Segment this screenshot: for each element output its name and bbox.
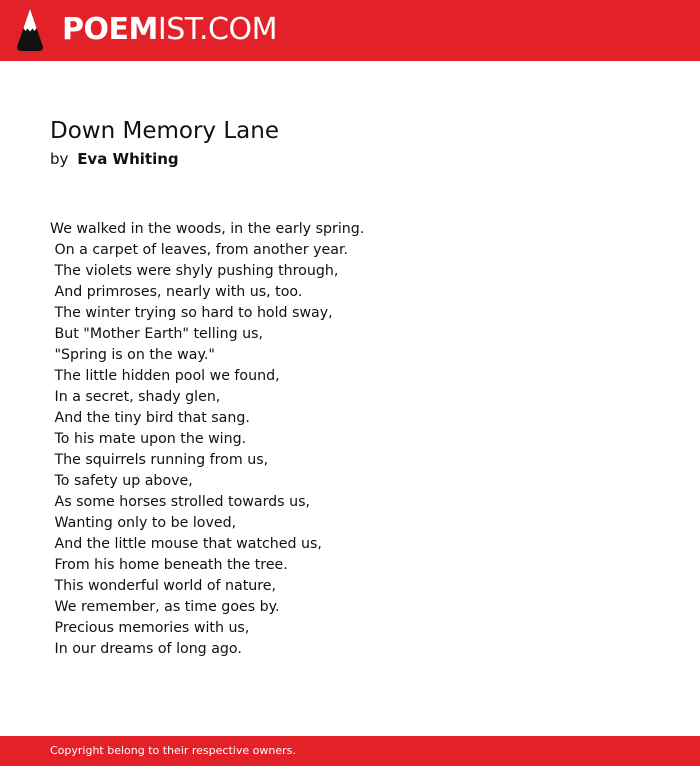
- poem-line: But "Mother Earth" telling us,: [50, 326, 263, 342]
- poem-line: From his home beneath the tree.: [50, 557, 288, 573]
- poem-line: In our dreams of long ago.: [50, 641, 242, 657]
- site-footer: [0, 736, 700, 766]
- copyright-text: Copyright belong to their respective owners.: [50, 744, 296, 757]
- poem-line: Wanting only to be loved,: [50, 515, 237, 531]
- logo-bold-text: POEM: [62, 12, 158, 47]
- poem-line: As some horses strolled towards us,: [50, 494, 310, 510]
- poem-title: Down Memory Lane: [50, 118, 279, 144]
- poem-line: We walked in the woods, in the early spring.: [50, 221, 365, 237]
- poem-line: And the little mouse that watched us,: [50, 536, 322, 552]
- site-logo-link[interactable]: [17, 9, 277, 51]
- poem-line: The winter trying so hard to hold sway,: [50, 305, 333, 321]
- poem-line: Precious memories with us,: [50, 620, 250, 636]
- poem-line: And the tiny bird that sang.: [50, 410, 250, 426]
- poem-body: [50, 219, 650, 660]
- logo-light-text: IST.COM: [157, 12, 277, 47]
- by-label: by: [50, 150, 69, 168]
- poem-line: To safety up above,: [50, 473, 193, 489]
- poem-line: To his mate upon the wing.: [50, 431, 247, 447]
- poem-line: We remember, as time goes by.: [50, 599, 280, 615]
- poem-line: The violets were shyly pushing through,: [50, 263, 339, 279]
- poem-line: In a secret, shady glen,: [50, 389, 221, 405]
- site-logo-text: [62, 9, 277, 51]
- poem-line: The squirrels running from us,: [50, 452, 269, 468]
- pencil-tip-icon: [17, 9, 43, 51]
- poem-line: The little hidden pool we found,: [50, 368, 280, 384]
- poem-line: On a carpet of leaves, from another year.: [50, 242, 348, 258]
- poem-line: This wonderful world of nature,: [50, 578, 277, 594]
- site-header: [0, 0, 700, 61]
- poem-line: "Spring is on the way.": [50, 347, 215, 363]
- poem-line: And primroses, nearly with us, too.: [50, 284, 303, 300]
- author-link[interactable]: Eva Whiting: [77, 150, 179, 168]
- byline: [50, 149, 179, 169]
